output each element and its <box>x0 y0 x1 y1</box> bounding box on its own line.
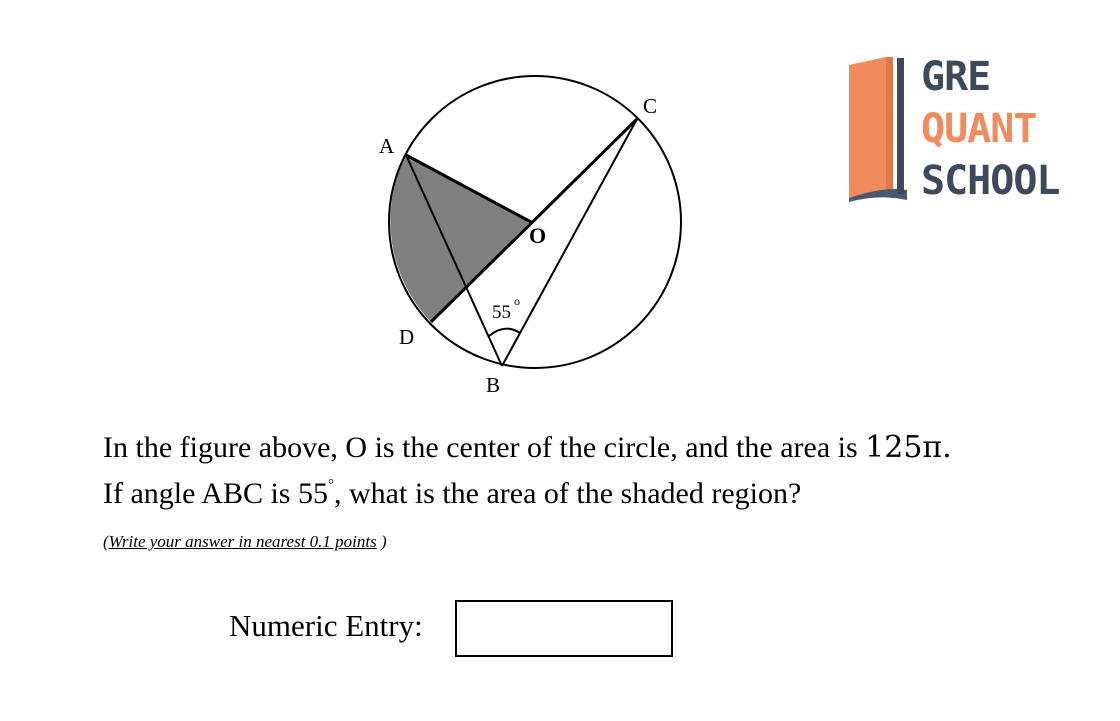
label-c: C <box>643 94 658 118</box>
angle-arc <box>489 329 520 336</box>
gre-quant-school-logo <box>0 0 1120 220</box>
logo-text-quant: QUANT <box>921 106 1037 152</box>
label-a: A <box>379 134 395 158</box>
logo-text-school: SCHOOL <box>921 158 1060 204</box>
numeric-entry-box[interactable] <box>455 600 673 657</box>
angle-label: 55 <box>492 302 511 323</box>
book-icon <box>849 57 907 202</box>
hint-close-paren: ) <box>376 532 387 551</box>
angle-degree-mark: o <box>514 294 520 308</box>
label-b: B <box>486 373 501 397</box>
numeric-entry-label: Numeric Entry: <box>229 608 423 643</box>
question-text <box>103 425 952 517</box>
numeric-entry-input[interactable] <box>457 602 671 655</box>
answer-hint <box>103 532 387 552</box>
question-line-2-rest: , what is the area of the shaded region? <box>334 477 802 510</box>
question-area-value: 125π. <box>865 430 952 465</box>
question-line-1 <box>103 425 952 471</box>
question-line-2 <box>103 471 952 517</box>
logo-text-gre: GRE <box>921 54 991 100</box>
hint-text: Write your answer in nearest 0.1 points <box>108 532 377 551</box>
question-line-2-text: If angle ABC is 55 <box>103 477 328 510</box>
label-o: O <box>529 223 547 248</box>
label-d: D <box>399 325 415 349</box>
degree-mark: ° <box>328 477 334 493</box>
question-line-1-text: In the figure above, O is the center of the circle, and the area is <box>103 431 866 464</box>
hint-open-paren: ( <box>103 532 109 551</box>
